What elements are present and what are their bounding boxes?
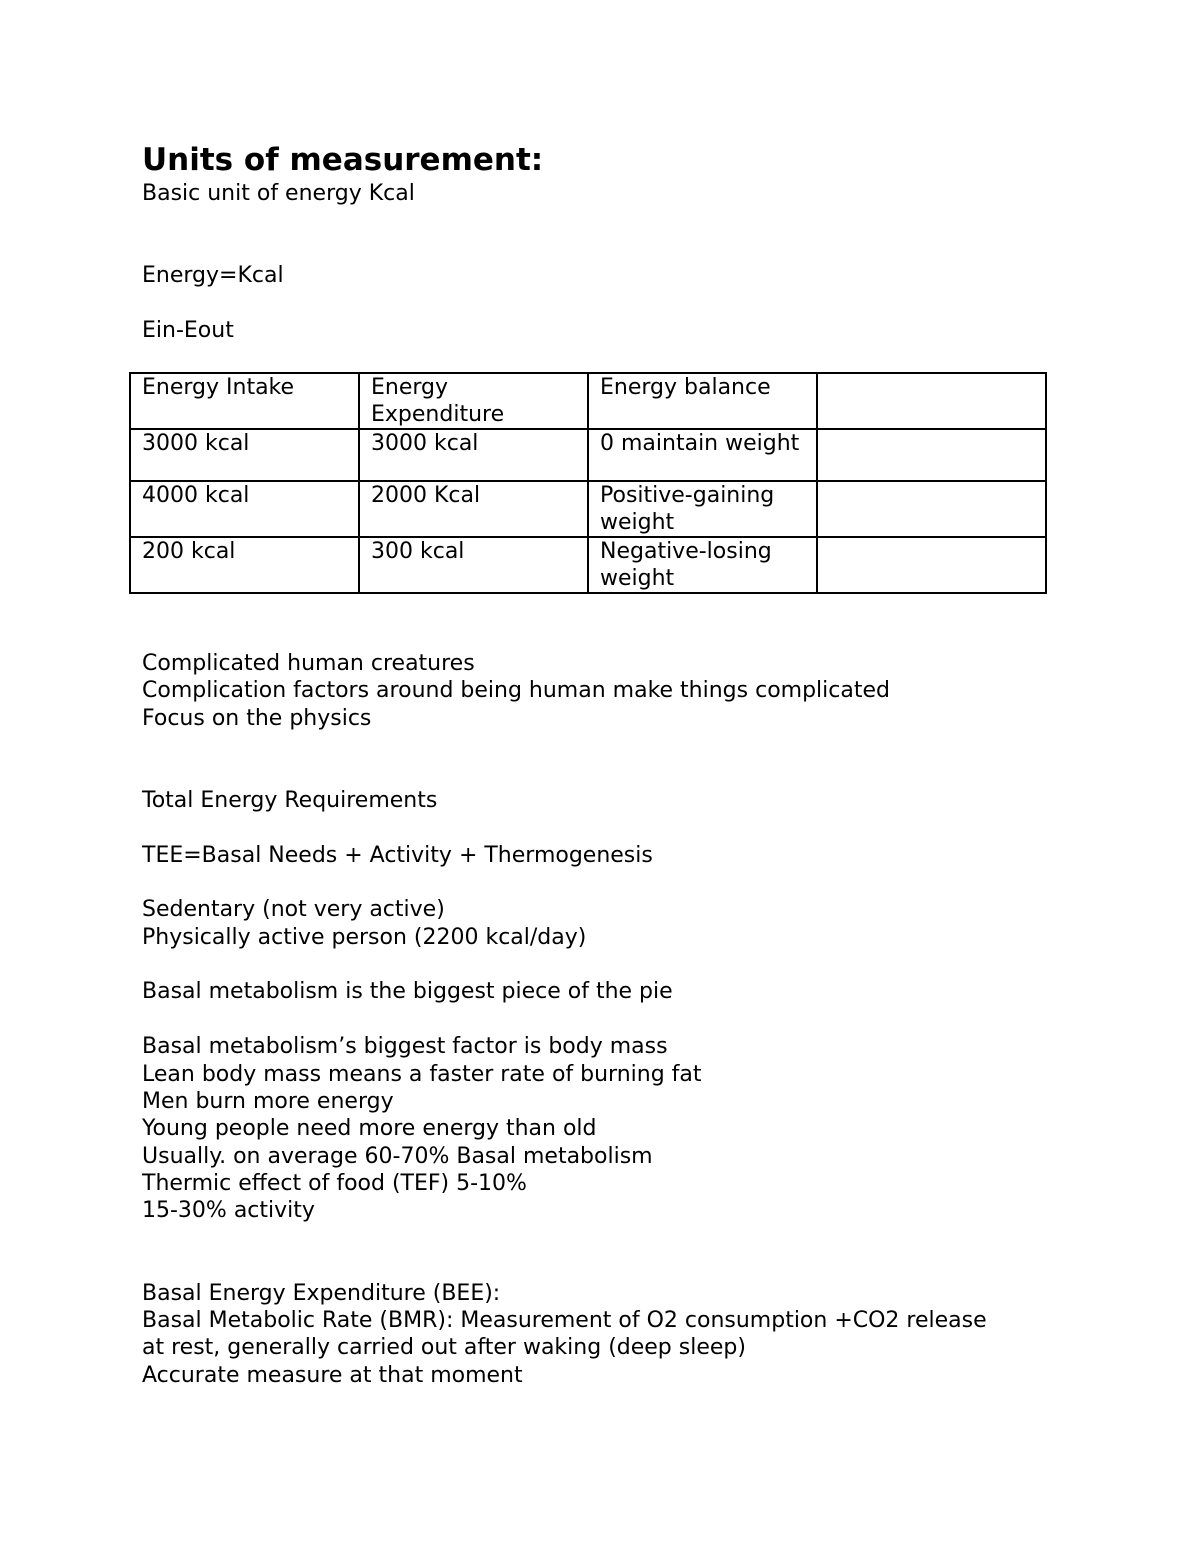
section-heading-total-energy: Total Energy Requirements	[142, 788, 438, 813]
factor-line: 15-30% activity	[142, 1198, 315, 1223]
note-line: Complication factors around being human make things complicated	[142, 678, 890, 703]
table-cell: 4000 kcal	[130, 481, 359, 537]
sedentary-text: Sedentary (not very active)	[142, 897, 445, 922]
table-cell: 3000 kcal	[359, 429, 588, 481]
table-cell	[817, 481, 1046, 537]
table-cell: 0 maintain weight	[588, 429, 817, 481]
bmr-text-line-1: Basal Metabolic Rate (BMR): Measurement of O2 consumption +CO2 release	[142, 1308, 987, 1333]
bmr-text-line-2: at rest, generally carried out after waking (deep sleep)	[142, 1335, 746, 1360]
accurate-measure-text: Accurate measure at that moment	[142, 1363, 523, 1388]
table-row	[130, 481, 1046, 537]
table-cell	[817, 429, 1046, 481]
table-cell: 300 kcal	[359, 537, 588, 593]
page-title: Units of measurement:	[142, 142, 544, 178]
table-cell	[817, 537, 1046, 593]
table-header-row	[130, 373, 1046, 429]
factor-line: Young people need more energy than old	[142, 1116, 597, 1141]
ein-eout-text: Ein-Eout	[142, 318, 234, 343]
basal-pie-text: Basal metabolism is the biggest piece of the pie	[142, 979, 673, 1004]
note-line: Focus on the physics	[142, 706, 372, 731]
table-cell: Negative-losing weight	[588, 537, 817, 593]
table-header-cell: Energy Intake	[130, 373, 359, 429]
basic-unit-text: Basic unit of energy Kcal	[142, 181, 415, 206]
table-header-cell	[817, 373, 1046, 429]
table-cell: 3000 kcal	[130, 429, 359, 481]
energy-balance-table	[129, 372, 1047, 594]
table-row	[130, 429, 1046, 481]
factor-line: Basal metabolism’s biggest factor is body mass	[142, 1034, 668, 1059]
factor-line: Lean body mass means a faster rate of burning fat	[142, 1062, 702, 1087]
table-cell: 200 kcal	[130, 537, 359, 593]
factor-line: Usually. on average 60-70% Basal metabolism	[142, 1144, 653, 1169]
table-cell: Positive-gaining weight	[588, 481, 817, 537]
table-header-cell: Energy balance	[588, 373, 817, 429]
table-header-cell: Energy Expenditure	[359, 373, 588, 429]
tee-formula: TEE=Basal Needs + Activity + Thermogenesis	[142, 843, 653, 868]
energy-equation-text: Energy=Kcal	[142, 263, 284, 288]
table-row	[130, 537, 1046, 593]
factor-line: Men burn more energy	[142, 1089, 394, 1114]
table-cell: 2000 Kcal	[359, 481, 588, 537]
section-heading-bee: Basal Energy Expenditure (BEE):	[142, 1281, 501, 1306]
note-line: Complicated human creatures	[142, 651, 475, 676]
factor-line: Thermic effect of food (TEF) 5-10%	[142, 1171, 527, 1196]
active-person-text: Physically active person (2200 kcal/day)	[142, 925, 587, 950]
